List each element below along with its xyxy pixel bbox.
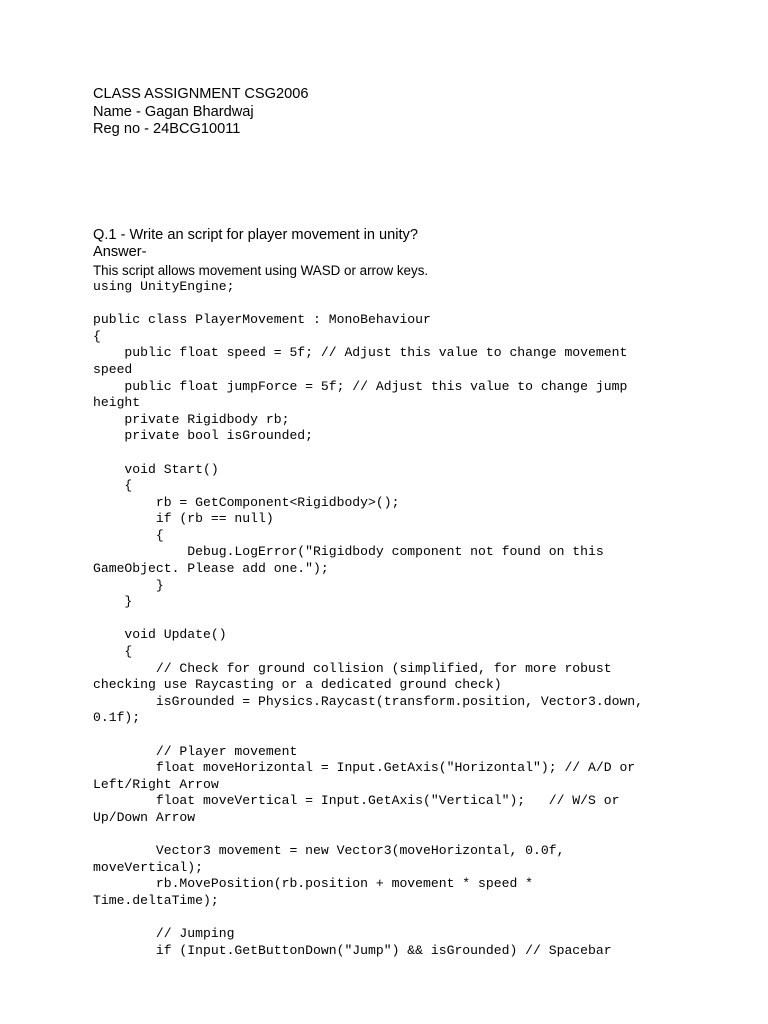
code-line: Time.deltaTime); xyxy=(93,892,219,908)
code-line: Vector3 movement = new Vector3(moveHorizontal, 0.0f, xyxy=(93,843,565,859)
code-line: speed xyxy=(93,361,133,377)
code-line: Debug.LogError("Rigidbody component not found on this xyxy=(93,544,604,560)
code-line xyxy=(93,727,713,744)
registration-number: Reg no - 24BCG10011 xyxy=(93,121,241,138)
code-line: public class PlayerMovement : MonoBehaviour xyxy=(93,312,431,328)
code-line: height xyxy=(93,395,141,411)
code-line: private bool isGrounded; xyxy=(93,428,314,444)
answer-description: This script allows movement using WASD or arrow keys. xyxy=(93,262,429,278)
code-line: rb.MovePosition(rb.position + movement * speed * xyxy=(93,876,534,892)
code-line: Up/Down Arrow xyxy=(93,809,196,825)
code-line: if (rb == null) xyxy=(93,511,274,527)
document-header xyxy=(93,86,713,139)
code-line: if (Input.GetButtonDown("Jump") && isGrounded) // Spacebar xyxy=(93,942,612,958)
code-line: Left/Right Arrow xyxy=(93,776,219,792)
question-title: Q.1 - Write an script for player movement in unity? xyxy=(93,226,418,243)
code-line xyxy=(93,296,713,313)
code-line xyxy=(93,445,713,462)
code-line: { xyxy=(93,527,164,543)
question-block xyxy=(93,227,713,279)
document-page xyxy=(93,86,713,959)
code-line: { xyxy=(93,644,133,660)
code-line: // Jumping xyxy=(93,926,235,942)
code-line: public float speed = 5f; // Adjust this value to change movement xyxy=(93,345,628,361)
assignment-title: CLASS ASSIGNMENT CSG2006 xyxy=(93,86,309,102)
code-line: isGrounded = Physics.Raycast(transform.position, Vector3.down, xyxy=(93,693,644,709)
code-line: checking use Raycasting or a dedicated ground check) xyxy=(93,677,502,693)
code-line: moveVertical); xyxy=(93,859,204,875)
code-line: void Update() xyxy=(93,627,227,643)
code-line: public float jumpForce = 5f; // Adjust this value to change jump xyxy=(93,378,628,394)
code-line: float moveVertical = Input.GetAxis("Vertical"); // W/S or xyxy=(93,793,620,809)
code-line xyxy=(93,910,713,927)
code-line: rb = GetComponent<Rigidbody>(); xyxy=(93,494,400,510)
code-line: void Start() xyxy=(93,461,219,477)
student-name: Name - Gagan Bhardwaj xyxy=(93,103,254,120)
code-line: GameObject. Please add one."); xyxy=(93,561,329,577)
code-line xyxy=(93,827,713,844)
code-line: private Rigidbody rb; xyxy=(93,411,290,427)
header-spacer xyxy=(93,139,713,227)
code-line: { xyxy=(93,478,133,494)
code-line: using UnityEngine; xyxy=(93,278,235,294)
code-line: } xyxy=(93,577,164,593)
answer-label: Answer- xyxy=(93,244,147,261)
code-line xyxy=(93,611,713,628)
code-line: float moveHorizontal = Input.GetAxis("Horizontal"); // A/D or xyxy=(93,760,636,776)
code-line: // Player movement xyxy=(93,743,298,759)
code-line: // Check for ground collision (simplified, for more robust xyxy=(93,660,612,676)
code-line: } xyxy=(93,594,133,610)
code-block xyxy=(93,279,713,959)
code-line: { xyxy=(93,328,101,344)
code-line: 0.1f); xyxy=(93,710,141,726)
